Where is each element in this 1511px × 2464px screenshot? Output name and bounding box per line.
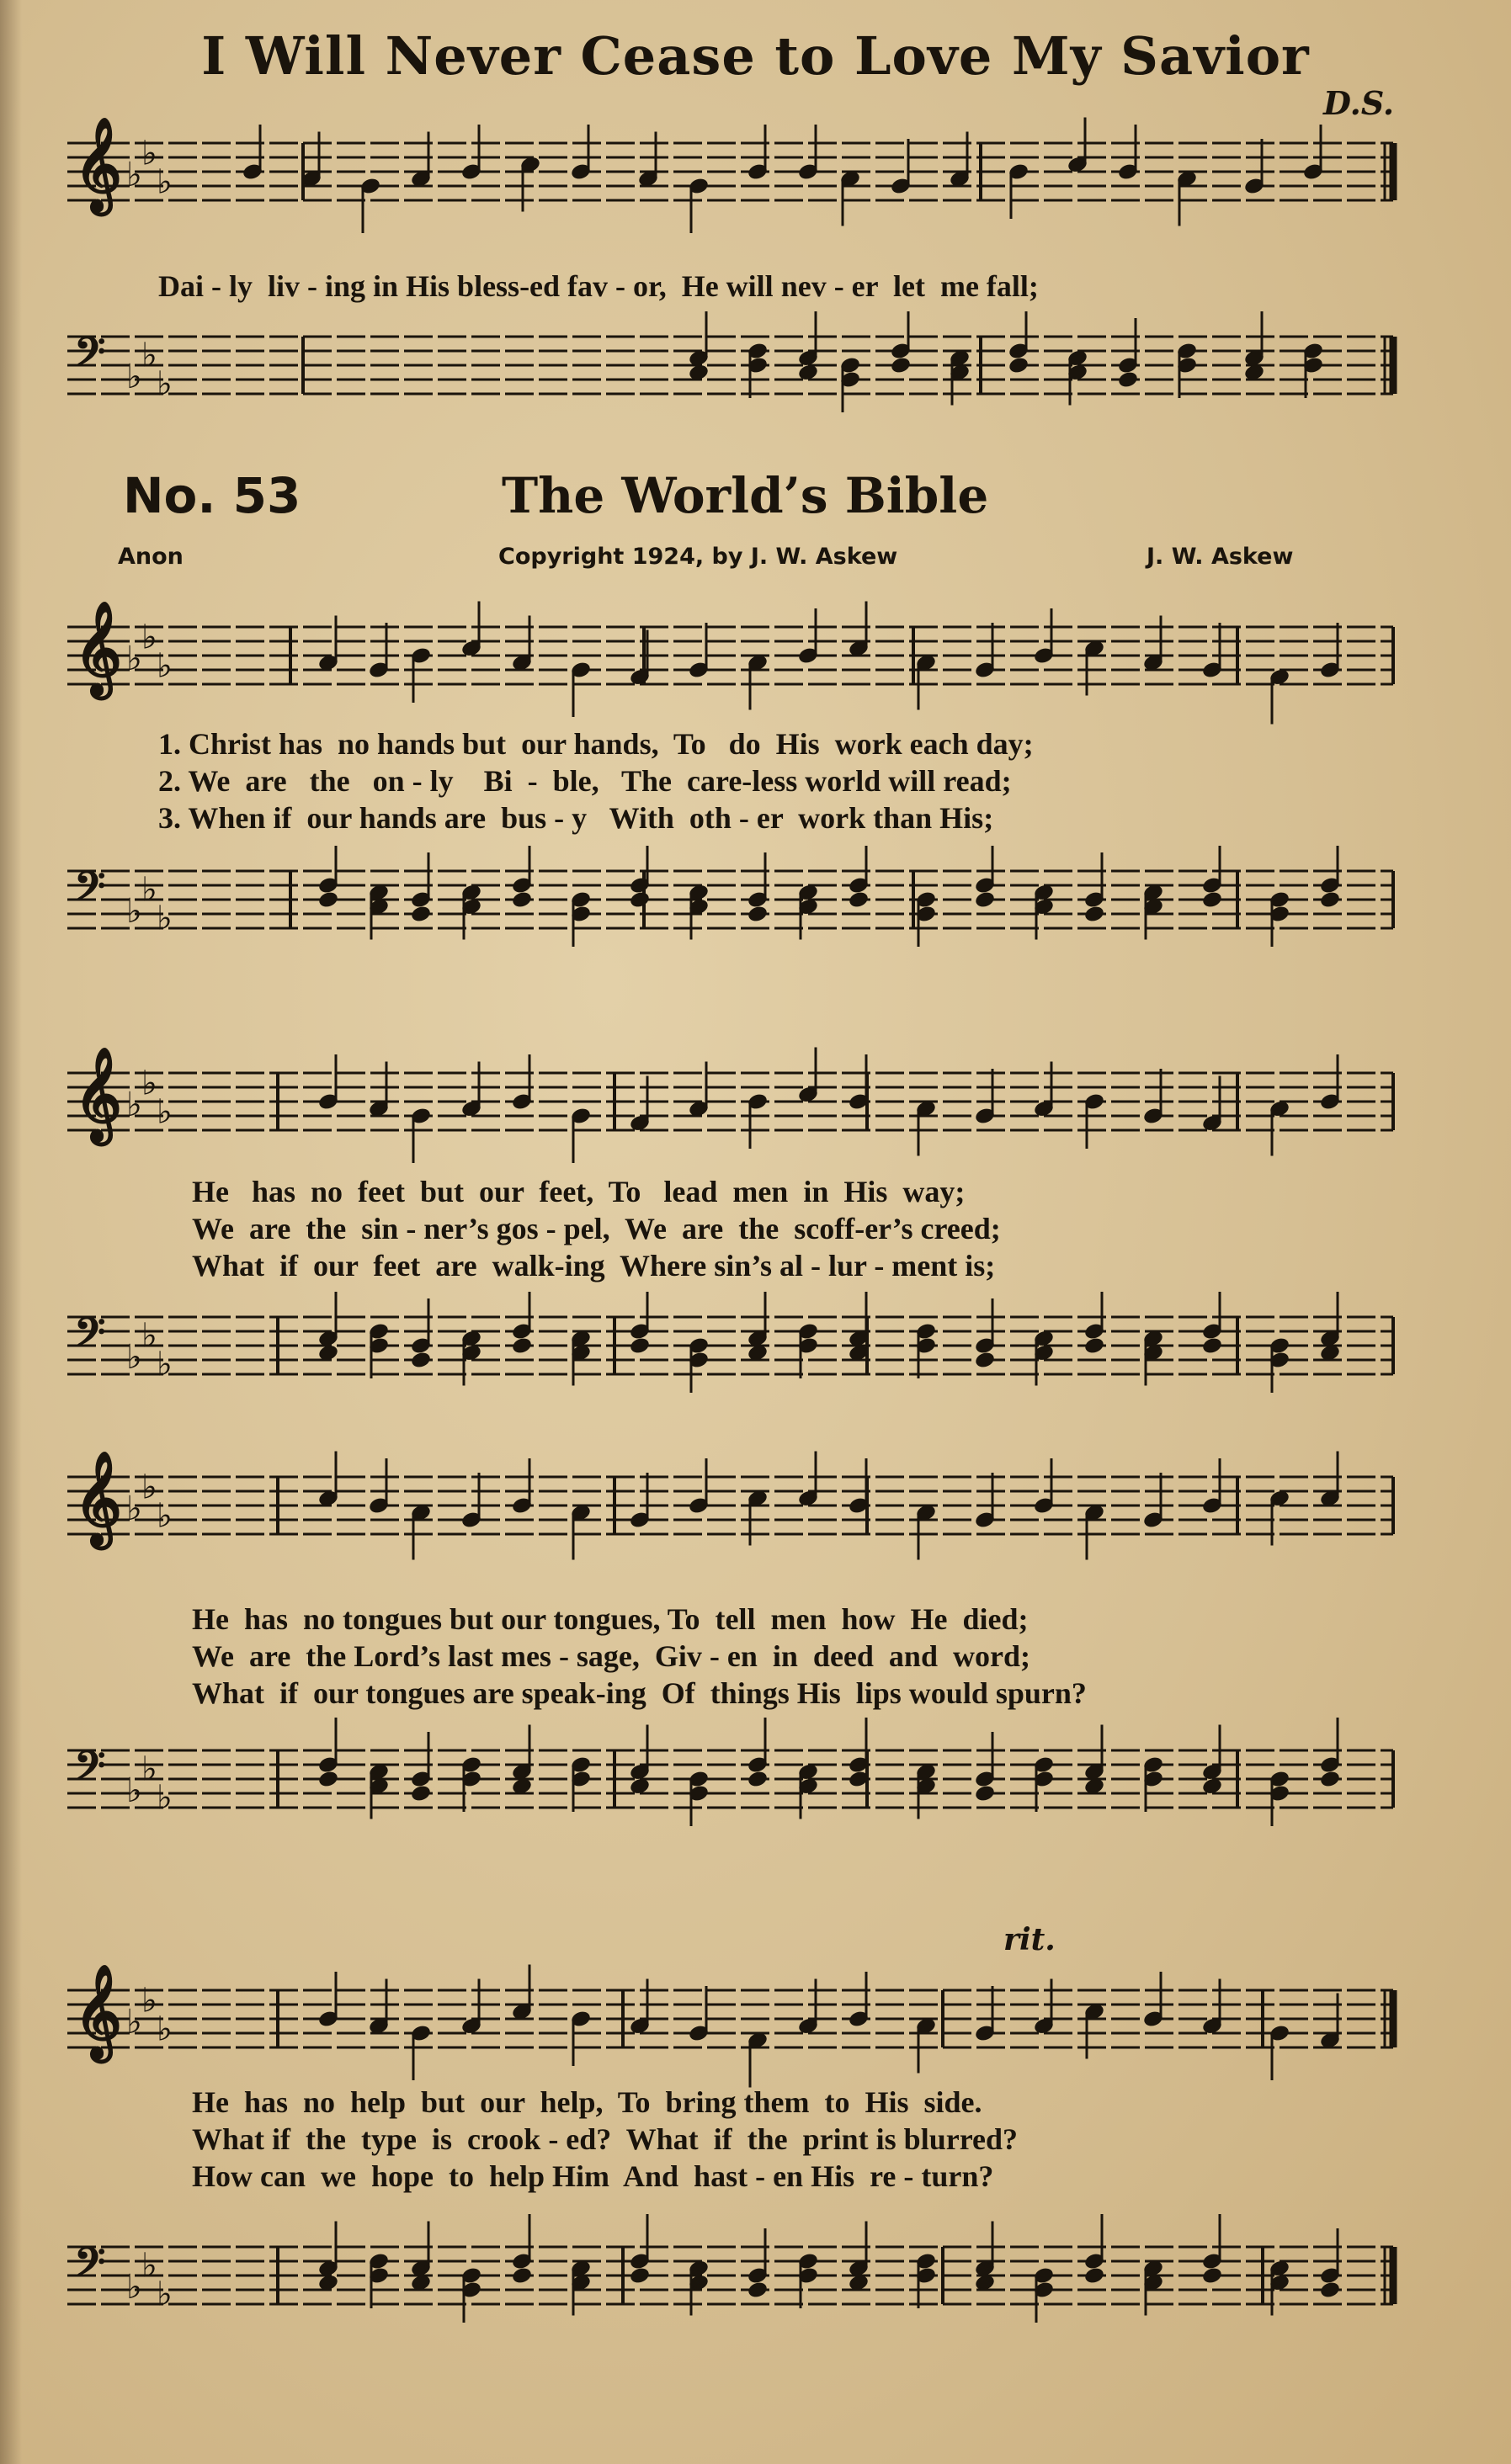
system-3-verse-2: We are the Lord’s last mes - sage, Giv - en in deed and word; bbox=[192, 1639, 1030, 1673]
treble-clef-icon: 𝄞 bbox=[74, 1046, 122, 1141]
note-head bbox=[1319, 1770, 1341, 1789]
note-head bbox=[410, 905, 432, 924]
flat-icon: ♭ bbox=[157, 1496, 173, 1536]
note-head bbox=[317, 1770, 339, 1789]
flat-icon: ♭ bbox=[126, 358, 142, 396]
flat-icon: ♭ bbox=[157, 899, 173, 938]
flat-icon: ♭ bbox=[126, 2002, 142, 2042]
note-head bbox=[1083, 905, 1105, 924]
note-head bbox=[1201, 1336, 1223, 1356]
note-head bbox=[1201, 890, 1223, 910]
flat-icon: ♭ bbox=[141, 134, 157, 173]
flat-icon: ♭ bbox=[126, 155, 142, 194]
flat-icon: ♭ bbox=[126, 1489, 142, 1528]
note-head bbox=[974, 1351, 996, 1370]
flat-icon: ♭ bbox=[141, 1468, 157, 1507]
hymn-number: No. 53 bbox=[123, 467, 301, 524]
flat-icon: ♭ bbox=[157, 1345, 173, 1384]
note-head bbox=[1117, 370, 1139, 390]
note-head bbox=[410, 1351, 432, 1370]
note-head bbox=[511, 1336, 533, 1356]
treble-clef-icon: 𝄞 bbox=[74, 1963, 122, 2058]
music-credit: J. W. Askew bbox=[1147, 544, 1294, 570]
note-head bbox=[1201, 2266, 1223, 2286]
flat-icon: ♭ bbox=[141, 1316, 157, 1356]
flat-icon: ♭ bbox=[141, 618, 157, 657]
staff-lines bbox=[67, 1477, 1393, 1534]
copyright-notice: Copyright 1924, by J. W. Askew bbox=[498, 544, 898, 570]
words-credit: Anon bbox=[118, 544, 184, 570]
staff-lines bbox=[67, 2247, 1393, 2304]
flat-icon: ♭ bbox=[126, 1085, 142, 1124]
treble-clef-icon: 𝄞 bbox=[74, 1450, 122, 1545]
ds-mark: D.S. bbox=[1323, 84, 1395, 122]
system-1-bass-staff bbox=[0, 846, 1511, 989]
note-head bbox=[410, 1784, 432, 1803]
system-1-verse-2: 2. We are the on - ly Bi - ble, The care-less world will read; bbox=[158, 764, 1012, 798]
flat-icon: ♭ bbox=[141, 1750, 157, 1789]
note-head bbox=[1008, 356, 1030, 375]
bass-clef-icon: 𝄢 bbox=[74, 328, 106, 386]
flat-icon: ♭ bbox=[157, 2275, 173, 2314]
note-head bbox=[629, 890, 651, 910]
staff-lines bbox=[67, 1317, 1393, 1374]
note-head bbox=[747, 2281, 769, 2300]
flat-icon: ♭ bbox=[157, 646, 173, 686]
previous-bass-staff bbox=[0, 311, 1511, 446]
system-3-verse-1: He has no tongues but our tongues, To tell men how He died; bbox=[192, 1602, 1029, 1636]
system-2-verse-2: We are the sin - ner’s gos - pel, We are the scoff-er’s creed; bbox=[192, 1212, 1001, 1245]
note-head bbox=[1319, 2281, 1341, 2300]
treble-clef-icon: 𝄞 bbox=[74, 600, 122, 695]
system-2-verse-1: He has no feet but our feet, To lead men in His way; bbox=[192, 1175, 966, 1208]
note-head bbox=[747, 1770, 769, 1789]
system-4-bass-staff bbox=[0, 2205, 1511, 2365]
flat-icon: ♭ bbox=[141, 1064, 157, 1103]
note-head bbox=[890, 356, 912, 375]
staff-lines bbox=[67, 627, 1393, 684]
previous-treble-staff bbox=[0, 101, 1511, 252]
note-head bbox=[974, 1784, 996, 1803]
system-4-verse-1: He has no help but our help, To bring them to His side. bbox=[192, 2085, 982, 2119]
system-3-verse-3: What if our tongues are speak-ing Of things His lips would spurn? bbox=[192, 1676, 1087, 1710]
note-head bbox=[629, 2266, 651, 2286]
flat-icon: ♭ bbox=[157, 162, 173, 202]
flat-icon: ♭ bbox=[141, 2246, 157, 2286]
staff-lines bbox=[67, 1750, 1393, 1808]
system-2-bass-staff bbox=[0, 1292, 1511, 1435]
system-4-verse-3: How can we hope to help Him And hast - en His re - turn? bbox=[192, 2159, 994, 2193]
note-head bbox=[629, 1336, 651, 1356]
staff-lines bbox=[67, 1073, 1393, 1130]
bass-clef-icon: 𝄢 bbox=[74, 1742, 106, 1800]
flat-icon: ♭ bbox=[157, 364, 173, 404]
flat-icon: ♭ bbox=[141, 336, 157, 375]
flat-icon: ♭ bbox=[126, 892, 142, 931]
note-head bbox=[1083, 2266, 1105, 2286]
note-head bbox=[747, 905, 769, 924]
flat-icon: ♭ bbox=[126, 2268, 142, 2307]
bass-clef-icon: 𝄢 bbox=[74, 863, 106, 921]
staff-lines bbox=[67, 143, 1393, 200]
note-head bbox=[511, 2266, 533, 2286]
note-head bbox=[1319, 890, 1341, 910]
system-1-treble-staff bbox=[0, 581, 1511, 732]
note-head bbox=[511, 890, 533, 910]
bass-clef-icon: 𝄢 bbox=[74, 1309, 106, 1367]
note-head bbox=[848, 890, 870, 910]
system-4-verse-2: What if the type is crook - ed? What if the print is blurred? bbox=[192, 2122, 1019, 2156]
previous-hymn-title: I Will Never Cease to Love My Savior bbox=[201, 25, 1310, 87]
flat-icon: ♭ bbox=[157, 1778, 173, 1818]
note-head bbox=[974, 890, 996, 910]
flat-icon: ♭ bbox=[157, 1092, 173, 1132]
hymn-title: The World’s Bible bbox=[502, 467, 989, 524]
staff-lines bbox=[67, 871, 1393, 928]
flat-icon: ♭ bbox=[126, 1338, 142, 1377]
flat-icon: ♭ bbox=[157, 2010, 173, 2049]
flat-icon: ♭ bbox=[141, 870, 157, 910]
system-2-verse-3: What if our feet are walk-ing Where sin’s al - lur - ment is; bbox=[192, 1249, 996, 1282]
flat-icon: ♭ bbox=[126, 1771, 142, 1810]
system-3-bass-staff bbox=[0, 1717, 1511, 1885]
system-1-verse-3: 3. When if our hands are bus - y With oth - er work than His; bbox=[158, 801, 994, 835]
system-1-verse-1: 1. Christ has no hands but our hands, To do His work each day; bbox=[158, 727, 1034, 761]
system-3-treble-staff bbox=[0, 1431, 1511, 1590]
staff-lines bbox=[67, 1990, 1393, 2047]
system-2-treble-staff bbox=[0, 1014, 1511, 1174]
treble-clef-icon: 𝄞 bbox=[74, 116, 122, 211]
bass-clef-icon: 𝄢 bbox=[74, 2238, 106, 2297]
flat-icon: ♭ bbox=[141, 1981, 157, 2021]
previous-hymn-lyric: Dai - ly liv - ing in His bless-ed fav - or, He will nev - er let me fall; bbox=[158, 269, 1039, 303]
note-head bbox=[317, 890, 339, 910]
flat-icon: ♭ bbox=[126, 639, 142, 678]
page-edge-shadow bbox=[0, 0, 22, 2464]
ritardando-mark: rit. bbox=[1003, 1922, 1056, 1957]
system-4-treble-staff bbox=[0, 1936, 1511, 2095]
note-head bbox=[1083, 1336, 1105, 1356]
